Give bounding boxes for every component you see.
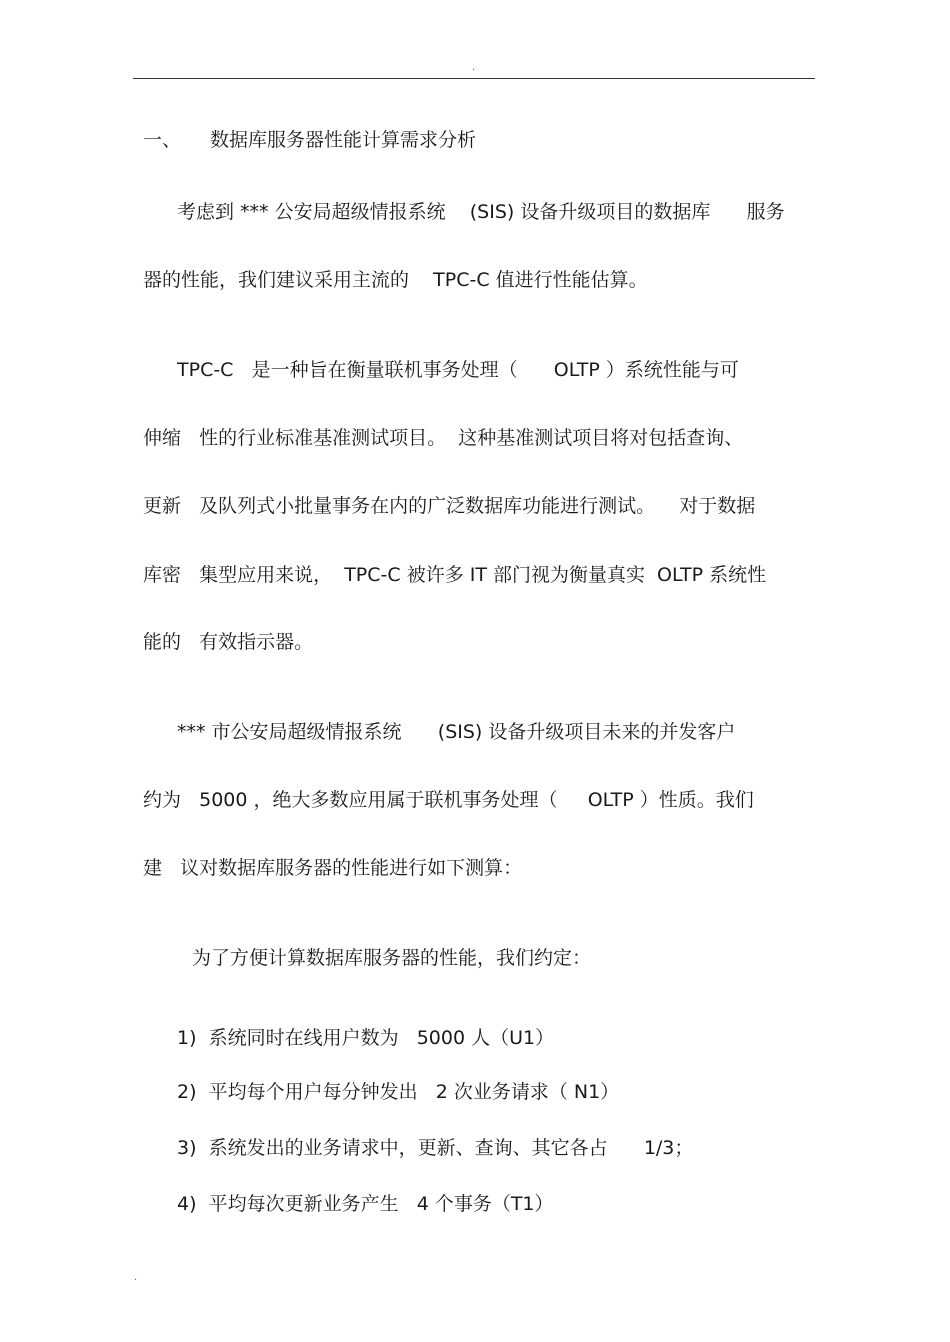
header-mark: . <box>472 62 476 73</box>
list-item: 3) 系统发出的业务请求中，更新、查询、其它各占 1/3； <box>177 1137 694 1159</box>
footer-mark: . <box>134 1272 138 1283</box>
paragraph-line: 能的 有效指示器。 <box>143 631 314 653</box>
paragraph-line: *** 市公安局超级情报系统 (SIS) 设备升级项目未来的并发客户 <box>177 721 736 743</box>
paragraph-line: TPC-C 是一种旨在衡量联机事务处理（ OLTP ）系统性能与可 <box>177 359 739 381</box>
paragraph-line: 伸缩 性的行业标准基准测试项目。 这种基准测试项目将对包括查询、 <box>143 427 744 449</box>
section-title: 数据库服务器性能计算需求分析 <box>210 129 477 151</box>
paragraph-line: 为了方便计算数据库服务器的性能，我们约定： <box>192 947 592 969</box>
paragraph-line: 约为 5000 ，绝大多数应用属于联机事务处理（ OLTP ）性质。我们 <box>143 789 754 811</box>
paragraph-line: 更新 及队列式小批量事务在内的广泛数据库功能进行测试。 对于数据 <box>143 495 756 517</box>
paragraph-line: 器的性能，我们建议采用主流的 TPC-C 值进行性能估算。 <box>143 269 648 291</box>
paragraph-line: 库密 集型应用来说， TPC-C 被许多 IT 部门视为衡量真实 OLTP 系统性 <box>143 564 767 586</box>
list-item: 2) 平均每个用户每分钟发出 2 次业务请求（ N1） <box>177 1081 620 1103</box>
header-rule <box>133 78 815 79</box>
paragraph-line: 建 议对数据库服务器的性能进行如下测算： <box>143 857 523 879</box>
list-item: 4) 平均每次更新业务产生 4 个事务（T1） <box>177 1193 554 1215</box>
list-item: 1) 系统同时在线用户数为 5000 人（U1） <box>177 1027 555 1049</box>
section-number: 一、 <box>143 129 182 151</box>
paragraph-line: 考虑到 *** 公安局超级情报系统 (SIS) 设备升级项目的数据库 服务 <box>177 201 785 223</box>
